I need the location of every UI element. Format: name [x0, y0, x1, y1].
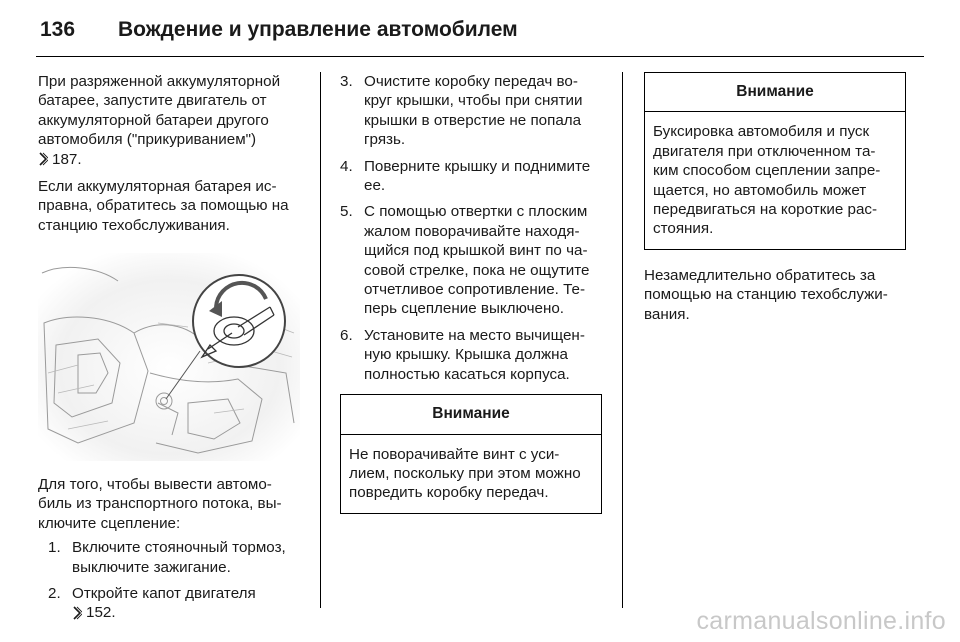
- page-reference-arrow-icon: [72, 606, 82, 620]
- tow-paragraph: Для того, чтобы вывести автомо- биль из транспортного потока, вы- ключите сцепление:: [38, 475, 282, 532]
- column-middle: [340, 72, 602, 514]
- list-item: 2. Откройте капот двигателя 152.: [48, 584, 256, 622]
- page-title: Вождение и управление автомобилем: [118, 18, 518, 41]
- warning-box: [644, 72, 906, 250]
- page-header: [36, 10, 924, 57]
- page-reference[interactable]: 187.: [38, 150, 82, 169]
- column-divider: [622, 72, 623, 608]
- watermark: carmanualsonline.info: [696, 607, 946, 635]
- list-item: 6. Установите на место вычищен- ную крышку. Крышка должна полностью касаться корпуса.: [340, 326, 585, 383]
- step-list: [340, 72, 602, 384]
- service-paragraph: Если аккумуляторная батарея ис- правна, обратитесь за помощью на станцию техобслуживания.: [38, 177, 289, 234]
- page-reference[interactable]: 152.: [72, 603, 116, 622]
- warning-title: Внимание: [645, 73, 905, 112]
- warning-box: [340, 394, 602, 514]
- page-number: 136: [40, 18, 76, 41]
- column-left: [38, 72, 300, 633]
- contact-paragraph: Незамедлительно обратитесь за помощью на станцию техобслужи- вания.: [644, 266, 888, 323]
- warning-title: Внимание: [341, 395, 601, 434]
- column-divider: [320, 72, 321, 608]
- intro-paragraph: При разряженной аккумуляторной батарее, запустите двигатель от аккумуляторной батареи другого автомобиля ("прикуриванием") 187.: [38, 73, 281, 168]
- warning-text: Буксировка автомобиля и пуск двигателя при отключенном та- ким способом сцеплении запре- щается, но автомобиль может передвигаться на короткие рас- стояния.: [653, 123, 881, 238]
- warning-text: Не поворачивайте винт с уси- лием, поскольку при этом можно повредить коробку передач.: [349, 445, 581, 502]
- list-item: 1. Включите стояночный тормоз, выключите зажигание.: [48, 539, 286, 576]
- list-item: 3. Очистите коробку передач во- круг крышки, чтобы при снятии крышки в отверстие не попала грязь.: [340, 73, 583, 149]
- step-list: [38, 538, 300, 625]
- list-item: 4. Поверните крышку и поднимите ее.: [340, 157, 591, 195]
- column-right: [644, 72, 906, 329]
- list-item: 5. С помощью отвертки с плоским жалом поворачивайте находя- щийся под крышкой винт по ча- совой стрелке, пока не ощутите отчетливое сопротивление. Те- перь сцепление выключено.: [340, 203, 590, 318]
- page-reference-arrow-icon: [38, 152, 48, 166]
- clutch-cover-illustration: [38, 253, 300, 461]
- gearbox-diagram: [38, 253, 300, 461]
